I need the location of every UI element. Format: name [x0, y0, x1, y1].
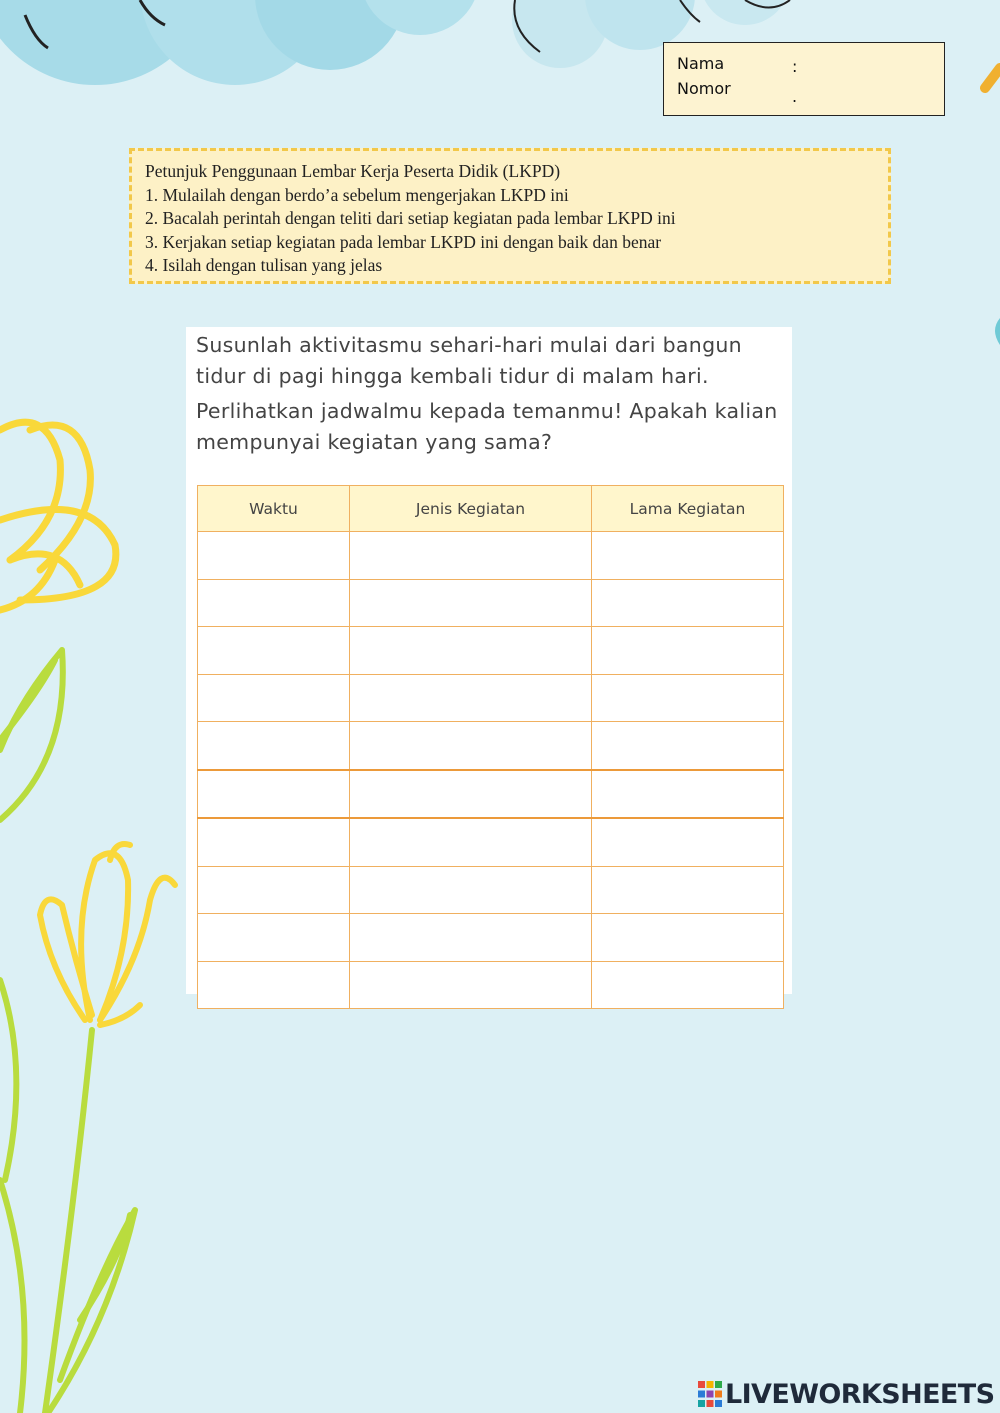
cell-waktu[interactable] [198, 818, 350, 866]
table-row [198, 914, 784, 962]
cell-jenis-kegiatan[interactable] [350, 961, 592, 1009]
table-row [198, 818, 784, 866]
task-paragraph-2: Perlihatkan jadwalmu kepada temanmu! Apakah kalian mempunyai kegiatan yang sama? [196, 399, 778, 454]
cell-lama-kegiatan[interactable] [592, 961, 784, 1009]
liveworksheets-branding [698, 1378, 994, 1410]
table-row [198, 627, 784, 675]
cell-lama-kegiatan[interactable] [592, 674, 784, 722]
cell-jenis-kegiatan[interactable] [350, 770, 592, 819]
table-row [198, 579, 784, 627]
instructions-title: Petunjuk Penggunaan Lembar Kerja Peserta Didik (LKPD) [145, 161, 561, 181]
cell-lama-kegiatan[interactable] [592, 579, 784, 627]
cell-jenis-kegiatan[interactable] [350, 722, 592, 770]
number-label: Nomor [677, 79, 731, 98]
instruction-item: 3. Kerjakan setiap kegiatan pada lembar LKPD ini dengan baik dan benar [145, 231, 662, 252]
cell-lama-kegiatan[interactable] [592, 722, 784, 770]
cell-waktu[interactable] [198, 674, 350, 722]
cell-jenis-kegiatan[interactable] [350, 866, 592, 914]
schedule-table [197, 485, 784, 1009]
student-info-box [663, 42, 945, 116]
cell-lama-kegiatan[interactable] [592, 532, 784, 580]
flower-decoration [0, 422, 175, 1413]
cell-waktu[interactable] [198, 722, 350, 770]
cell-lama-kegiatan[interactable] [592, 866, 784, 914]
cell-lama-kegiatan[interactable] [592, 818, 784, 866]
header-lama-kegiatan: Lama Kegiatan [592, 486, 784, 532]
name-label: Nama [677, 54, 725, 73]
table-row [198, 674, 784, 722]
table-row [198, 722, 784, 770]
cell-lama-kegiatan[interactable] [592, 627, 784, 675]
cell-waktu[interactable] [198, 961, 350, 1009]
header-jenis-kegiatan: Jenis Kegiatan [350, 486, 592, 532]
table-row [198, 770, 784, 819]
cell-waktu[interactable] [198, 579, 350, 627]
cell-jenis-kegiatan[interactable] [350, 818, 592, 866]
instructions-box [129, 148, 891, 284]
liveworksheets-wordmark: LIVEWORKSHEETS [725, 1378, 995, 1410]
task-paragraph-1: Susunlah aktivitasmu sehari-hari mulai dari bangun tidur di pagi hingga kembali tidur di malam hari. [196, 333, 742, 388]
teal-drop-decoration [995, 318, 1000, 345]
cell-lama-kegiatan[interactable] [592, 770, 784, 819]
table-header-row [198, 486, 784, 532]
instruction-item: 4. Isilah dengan tulisan yang jelas [145, 255, 383, 275]
cell-waktu[interactable] [198, 627, 350, 675]
task-text [196, 330, 791, 462]
table-row [198, 961, 784, 1009]
cell-jenis-kegiatan[interactable] [350, 674, 592, 722]
cell-waktu[interactable] [198, 866, 350, 914]
instruction-item: 1. Mulailah dengan berdo’a sebelum mengerjakan LKPD ini [145, 184, 569, 205]
number-colon: . [792, 87, 798, 106]
liveworksheets-logo-icon [698, 1381, 722, 1407]
cell-jenis-kegiatan[interactable] [350, 579, 592, 627]
instruction-item: 2. Bacalah perintah dengan teliti dari setiap kegiatan pada lembar LKPD ini [145, 208, 676, 228]
cell-waktu[interactable] [198, 532, 350, 580]
header-waktu: Waktu [198, 486, 350, 532]
cell-waktu[interactable] [198, 914, 350, 962]
cell-jenis-kegiatan[interactable] [350, 914, 592, 962]
cell-jenis-kegiatan[interactable] [350, 532, 592, 580]
table-row [198, 532, 784, 580]
cell-lama-kegiatan[interactable] [592, 914, 784, 962]
table-row [198, 866, 784, 914]
name-colon: : [792, 57, 798, 76]
cell-jenis-kegiatan[interactable] [350, 627, 592, 675]
cell-waktu[interactable] [198, 770, 350, 819]
orange-stroke-decoration [985, 68, 1000, 88]
schedule-table-body [198, 532, 784, 1009]
task-card [186, 327, 792, 994]
